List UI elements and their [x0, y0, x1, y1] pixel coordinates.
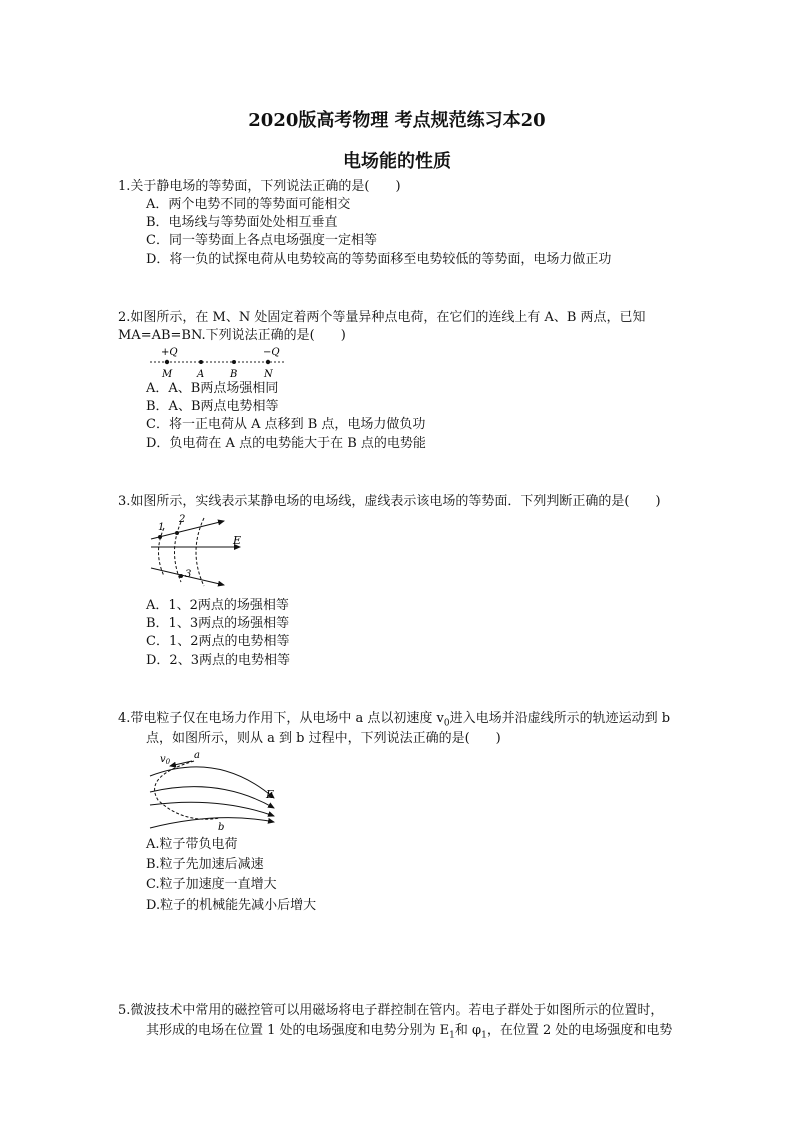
q5-stem-line2: 其形成的电场在位置 1 处的电场强度和电势分别为 $E_1$和 $\varphi_1$，在位置 2 处的电场强度和电势: [146, 1023, 673, 1041]
q2-option-a: A．A、B两点场强相同: [146, 381, 279, 396]
q2-label-a: A: [197, 369, 205, 380]
q2-label-n: N: [264, 369, 273, 380]
q2-label-minus-q: −Q: [263, 347, 280, 358]
q1-option-d: D．将一负的试探电荷从电势较高的等势面移至电势较低的等势面，电场力做正功: [146, 252, 612, 267]
q3-field-figure: [148, 508, 258, 588]
q3-stem: 3.如图所示，实线表示某静电场的电场线，虚线表示该电场的等势面．下列判断正确的是( ): [118, 494, 661, 509]
q2-option-d: D．负电荷在 A 点的电势能大于在 B 点的电势能: [146, 436, 426, 451]
q1-option-b: B．电场线与等势面处处相互垂直: [146, 215, 338, 230]
q4-label-b: b: [218, 822, 225, 833]
q4-option-d: D.粒子的机械能先减小后增大: [146, 898, 317, 913]
q4-stem-line2: 点，如图所示，则从 a 到 b 过程中，下列说法正确的是( ): [146, 731, 501, 746]
q1-option-a: A．两个电势不同的等势面可能相交: [146, 197, 351, 212]
q3-option-a: A．1、2两点的场强相等: [146, 598, 289, 613]
q4-option-a: A.粒子带负电荷: [146, 837, 238, 852]
q2-option-c: C．将一正电荷从 A 点移到 B 点，电场力做负功: [146, 417, 426, 432]
q2-stem-line1: 2.如图所示，在 M、N 处固定着两个等量异种点电荷，在它们的连线上有 A、B 两点，已知: [118, 310, 646, 325]
q3-label-1: 1: [158, 522, 165, 533]
q3-label-3: 3: [185, 569, 192, 580]
q5-stem-line1: 5.微波技术中常用的磁控管可以用磁场将电子群控制在管内。若电子群处于如图所示的位置时，: [118, 1003, 664, 1018]
q3-option-c: C．1、2两点的电势相等: [146, 634, 290, 649]
document-title: 2020版高考物理 考点规范练习本20: [248, 110, 546, 131]
q2-charges-figure: [146, 344, 296, 382]
document-subtitle: 电场能的性质: [343, 151, 451, 172]
q2-label-plus-q: +Q: [161, 347, 178, 358]
q3-option-d: D．2、3两点的电势相等: [146, 653, 290, 668]
q2-label-m: M: [162, 369, 173, 380]
q4-option-b: B.粒子先加速后减速: [146, 857, 264, 872]
q1-stem: 1.关于静电场的等势面，下列说法正确的是( ): [118, 179, 401, 194]
q1-option-c: C．同一等势面上各点电场强度一定相等: [146, 233, 377, 248]
q2-option-b: B．A、B两点电势相等: [146, 399, 279, 414]
q2-stem-line2: MA=AB=BN.下列说法正确的是( ): [118, 328, 346, 343]
q4-trajectory-figure: [148, 748, 288, 832]
q3-label-2: 2: [179, 514, 186, 525]
q4-label-v0: $v_0$: [160, 754, 171, 766]
q4-option-c: C.粒子加速度一直增大: [146, 877, 277, 892]
q4-label-a: a: [194, 750, 200, 761]
q4-label-e: E: [266, 788, 275, 801]
q3-label-e: E: [233, 534, 242, 547]
q3-option-b: B．1、3两点的场强相等: [146, 616, 290, 631]
q4-stem-line1: 4.带电粒子仅在电场力作用下，从电场中 a 点以初速度 $v_0$进入电场并沿虚线所示的轨迹运动到 b: [118, 711, 671, 729]
q2-label-b: B: [230, 369, 238, 380]
